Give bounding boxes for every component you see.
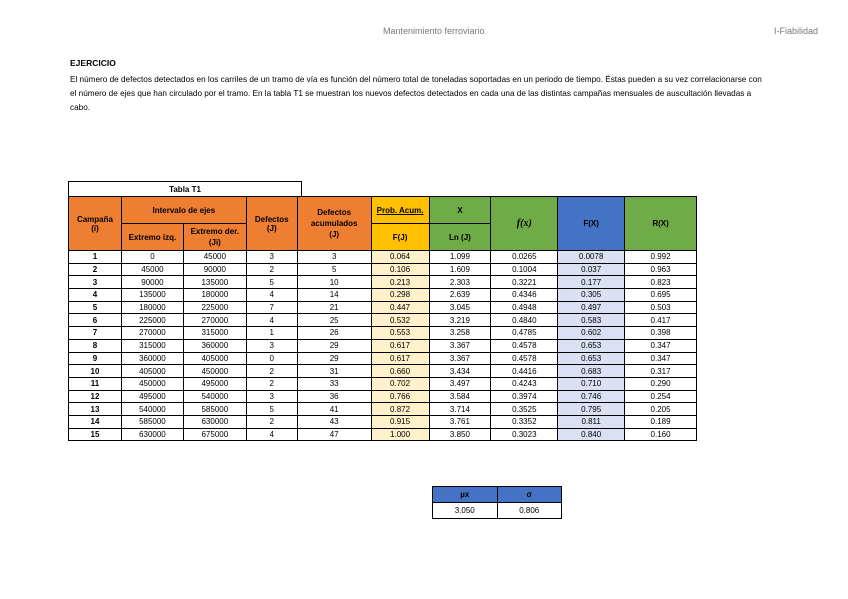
- cell-fx: 0.3974: [491, 390, 558, 403]
- cell-Fx: 0.305: [558, 289, 625, 302]
- cell-prob: 0.106: [371, 263, 429, 276]
- table-caption: Tabla T1: [69, 182, 302, 197]
- cell-extremo-izq: 90000: [121, 276, 183, 289]
- cell-Rx: 0.417: [625, 314, 697, 327]
- exercise-text: El número de defectos detectados en los carriles de un tramo de vía es función del número total de toneladas soportadas en un periodo de tiempo. Éstas pueden a su vez correlacionarse con el número de ejes que han circulado por el tramo. En la tabla T1 se muestran los nuevos defectos detectados en cada una de las distintas campañas mensuales de auscultación llevadas a cabo.: [70, 75, 762, 112]
- cell-acumulados: 10: [297, 276, 371, 289]
- cell-Rx: 0.317: [625, 365, 697, 378]
- cell-Rx: 0.963: [625, 263, 697, 276]
- cell-campana: 15: [69, 428, 122, 441]
- cell-campana: 11: [69, 377, 122, 390]
- cell-acumulados: 36: [297, 390, 371, 403]
- cell-prob: 0.213: [371, 276, 429, 289]
- cell-Rx: 0.254: [625, 390, 697, 403]
- table-row: [69, 276, 697, 289]
- cell-fx: 0.3525: [491, 403, 558, 416]
- cell-ln: 1.609: [429, 263, 491, 276]
- cell-Fx: 0.037: [558, 263, 625, 276]
- cell-defectos: 2: [246, 415, 297, 428]
- cell-extremo-izq: 585000: [121, 415, 183, 428]
- cell-Fx: 0.795: [558, 403, 625, 416]
- cell-Fx: 0.583: [558, 314, 625, 327]
- cell-acumulados: 3: [297, 251, 371, 264]
- col-defectos: [246, 197, 297, 251]
- cell-prob: 0.702: [371, 377, 429, 390]
- col-campana-sub: (i): [91, 223, 99, 233]
- cell-Fx: 0.746: [558, 390, 625, 403]
- cell-Fx: 0.653: [558, 339, 625, 352]
- cell-acumulados: 29: [297, 352, 371, 365]
- cell-campana: 10: [69, 365, 122, 378]
- cell-campana: 2: [69, 263, 122, 276]
- cell-prob: 1.000: [371, 428, 429, 441]
- cell-Rx: 0.290: [625, 377, 697, 390]
- cell-acumulados: 41: [297, 403, 371, 416]
- cell-ln: 3.367: [429, 352, 491, 365]
- col-x: X: [429, 197, 491, 224]
- table-row: [69, 339, 697, 352]
- cell-defectos: 2: [246, 263, 297, 276]
- cell-prob: 0.617: [371, 352, 429, 365]
- cell-Rx: 0.503: [625, 301, 697, 314]
- cell-Fx: 0.710: [558, 377, 625, 390]
- stats-table: [432, 486, 562, 519]
- cell-prob: 0.064: [371, 251, 429, 264]
- mu-value: 3.050: [433, 503, 498, 519]
- cell-ln: 1.099: [429, 251, 491, 264]
- col-acumulados: [297, 197, 371, 251]
- cell-acumulados: 47: [297, 428, 371, 441]
- cell-fx: 0.4840: [491, 314, 558, 327]
- cell-campana: 8: [69, 339, 122, 352]
- cell-ln: 3.850: [429, 428, 491, 441]
- cell-prob: 0.660: [371, 365, 429, 378]
- col-fx: f(x): [491, 197, 558, 251]
- cell-fx: 0.1004: [491, 263, 558, 276]
- table-row: [69, 327, 697, 340]
- cell-ln: 3.219: [429, 314, 491, 327]
- cell-campana: 9: [69, 352, 122, 365]
- cell-Fx: 0.683: [558, 365, 625, 378]
- sigma-value: 0.806: [497, 503, 562, 519]
- cell-extremo-der: 180000: [183, 289, 246, 302]
- cell-extremo-der: 630000: [183, 415, 246, 428]
- cell-extremo-izq: 45000: [121, 263, 183, 276]
- cell-prob: 0.532: [371, 314, 429, 327]
- cell-acumulados: 31: [297, 365, 371, 378]
- table-row: [69, 365, 697, 378]
- cell-fx: 0.4346: [491, 289, 558, 302]
- cell-fx: 0.4243: [491, 377, 558, 390]
- cell-extremo-der: 540000: [183, 390, 246, 403]
- cell-Fx: 0.840: [558, 428, 625, 441]
- col-extremo-izq: Extremo izq.: [121, 224, 183, 251]
- col-acumulados-label: Defectos acumulados: [310, 208, 358, 228]
- cell-extremo-izq: 225000: [121, 314, 183, 327]
- cell-prob: 0.298: [371, 289, 429, 302]
- cell-ln: 3.258: [429, 327, 491, 340]
- exercise-title: EJERCICIO: [70, 58, 116, 68]
- table-row: [69, 352, 697, 365]
- cell-Fx: 0.602: [558, 327, 625, 340]
- cell-Rx: 0.347: [625, 352, 697, 365]
- cell-defectos: 7: [246, 301, 297, 314]
- cell-Rx: 0.992: [625, 251, 697, 264]
- cell-fx: 0.4785: [491, 327, 558, 340]
- table-row: [69, 289, 697, 302]
- col-Rx: R(X): [625, 197, 697, 251]
- page-header-right: I-Fiabilidad: [773, 26, 818, 36]
- table-t1: [68, 196, 697, 441]
- cell-ln: 3.584: [429, 390, 491, 403]
- cell-defectos: 4: [246, 289, 297, 302]
- cell-extremo-der: 450000: [183, 365, 246, 378]
- cell-Rx: 0.347: [625, 339, 697, 352]
- cell-Fx: 0.0078: [558, 251, 625, 264]
- cell-Fx: 0.811: [558, 415, 625, 428]
- cell-defectos: 3: [246, 339, 297, 352]
- cell-extremo-izq: 0: [121, 251, 183, 264]
- cell-extremo-izq: 135000: [121, 289, 183, 302]
- cell-ln: 3.714: [429, 403, 491, 416]
- cell-defectos: 5: [246, 403, 297, 416]
- cell-prob: 0.872: [371, 403, 429, 416]
- sigma-label: σ: [497, 487, 562, 503]
- cell-extremo-der: 360000: [183, 339, 246, 352]
- cell-prob: 0.447: [371, 301, 429, 314]
- table-caption-box: [68, 181, 302, 197]
- col-campana: [69, 197, 122, 251]
- table-row: [69, 428, 697, 441]
- cell-defectos: 2: [246, 365, 297, 378]
- col-acumulados-sub: (J): [329, 230, 340, 239]
- cell-Rx: 0.695: [625, 289, 697, 302]
- col-defectos-label: Defectos: [254, 214, 289, 224]
- cell-Rx: 0.189: [625, 415, 697, 428]
- cell-extremo-der: 135000: [183, 276, 246, 289]
- cell-acumulados: 26: [297, 327, 371, 340]
- cell-fx: 0.4578: [491, 339, 558, 352]
- cell-extremo-izq: 270000: [121, 327, 183, 340]
- cell-extremo-der: 495000: [183, 377, 246, 390]
- cell-extremo-der: 675000: [183, 428, 246, 441]
- cell-extremo-der: 405000: [183, 352, 246, 365]
- col-extremo-der: Extremo der. (Ji): [183, 224, 246, 251]
- cell-prob: 0.766: [371, 390, 429, 403]
- cell-extremo-izq: 315000: [121, 339, 183, 352]
- cell-fx: 0.3221: [491, 276, 558, 289]
- cell-ln: 3.367: [429, 339, 491, 352]
- table-row: [69, 377, 697, 390]
- cell-campana: 5: [69, 301, 122, 314]
- cell-Rx: 0.398: [625, 327, 697, 340]
- cell-Fx: 0.497: [558, 301, 625, 314]
- col-campana-label: Campaña: [76, 214, 113, 224]
- table-row: [69, 301, 697, 314]
- cell-acumulados: 5: [297, 263, 371, 276]
- cell-campana: 7: [69, 327, 122, 340]
- cell-fx: 0.3352: [491, 415, 558, 428]
- cell-prob: 0.553: [371, 327, 429, 340]
- cell-Fx: 0.653: [558, 352, 625, 365]
- cell-defectos: 1: [246, 327, 297, 340]
- cell-ln: 2.639: [429, 289, 491, 302]
- cell-extremo-der: 315000: [183, 327, 246, 340]
- cell-extremo-der: 225000: [183, 301, 246, 314]
- mu-label: µx: [433, 487, 498, 503]
- cell-fx: 0.3023: [491, 428, 558, 441]
- cell-Rx: 0.160: [625, 428, 697, 441]
- cell-acumulados: 43: [297, 415, 371, 428]
- cell-campana: 6: [69, 314, 122, 327]
- cell-campana: 4: [69, 289, 122, 302]
- table-row: [69, 251, 697, 264]
- cell-extremo-izq: 405000: [121, 365, 183, 378]
- cell-ln: 3.497: [429, 377, 491, 390]
- cell-acumulados: 29: [297, 339, 371, 352]
- cell-prob: 0.915: [371, 415, 429, 428]
- col-prob-sub: F(J): [371, 224, 429, 251]
- cell-acumulados: 33: [297, 377, 371, 390]
- cell-extremo-izq: 360000: [121, 352, 183, 365]
- cell-ln: 3.045: [429, 301, 491, 314]
- cell-acumulados: 21: [297, 301, 371, 314]
- cell-campana: 13: [69, 403, 122, 416]
- table-row: [69, 263, 697, 276]
- cell-fx: 0.4948: [491, 301, 558, 314]
- cell-fx: 0.0265: [491, 251, 558, 264]
- col-x-sub: Ln (J): [429, 224, 491, 251]
- cell-ln: 2.303: [429, 276, 491, 289]
- cell-extremo-izq: 630000: [121, 428, 183, 441]
- cell-acumulados: 25: [297, 314, 371, 327]
- cell-Fx: 0.177: [558, 276, 625, 289]
- cell-defectos: 4: [246, 314, 297, 327]
- cell-extremo-der: 585000: [183, 403, 246, 416]
- col-Fx: F(X): [558, 197, 625, 251]
- cell-extremo-der: 270000: [183, 314, 246, 327]
- cell-fx: 0.4578: [491, 352, 558, 365]
- cell-defectos: 5: [246, 276, 297, 289]
- table-row: [69, 403, 697, 416]
- cell-Rx: 0.205: [625, 403, 697, 416]
- cell-defectos: 2: [246, 377, 297, 390]
- table-row: [69, 415, 697, 428]
- col-prob: Prob. Acum.: [371, 197, 429, 224]
- cell-campana: 1: [69, 251, 122, 264]
- cell-defectos: 4: [246, 428, 297, 441]
- table-row: [69, 314, 697, 327]
- cell-acumulados: 14: [297, 289, 371, 302]
- cell-defectos: 0: [246, 352, 297, 365]
- cell-prob: 0.617: [371, 339, 429, 352]
- cell-extremo-izq: 495000: [121, 390, 183, 403]
- cell-defectos: 3: [246, 390, 297, 403]
- cell-campana: 12: [69, 390, 122, 403]
- cell-extremo-izq: 180000: [121, 301, 183, 314]
- cell-extremo-der: 90000: [183, 263, 246, 276]
- table-row: [69, 390, 697, 403]
- cell-ln: 3.434: [429, 365, 491, 378]
- cell-extremo-izq: 540000: [121, 403, 183, 416]
- cell-defectos: 3: [246, 251, 297, 264]
- cell-campana: 3: [69, 276, 122, 289]
- cell-ln: 3.761: [429, 415, 491, 428]
- page-header-center: Mantenimiento ferroviario: [383, 26, 485, 36]
- col-intervalo: Intervalo de ejes: [121, 197, 246, 224]
- cell-Rx: 0.823: [625, 276, 697, 289]
- cell-fx: 0.4416: [491, 365, 558, 378]
- cell-extremo-der: 45000: [183, 251, 246, 264]
- cell-campana: 14: [69, 415, 122, 428]
- cell-extremo-izq: 450000: [121, 377, 183, 390]
- col-defectos-sub: (J): [266, 223, 277, 233]
